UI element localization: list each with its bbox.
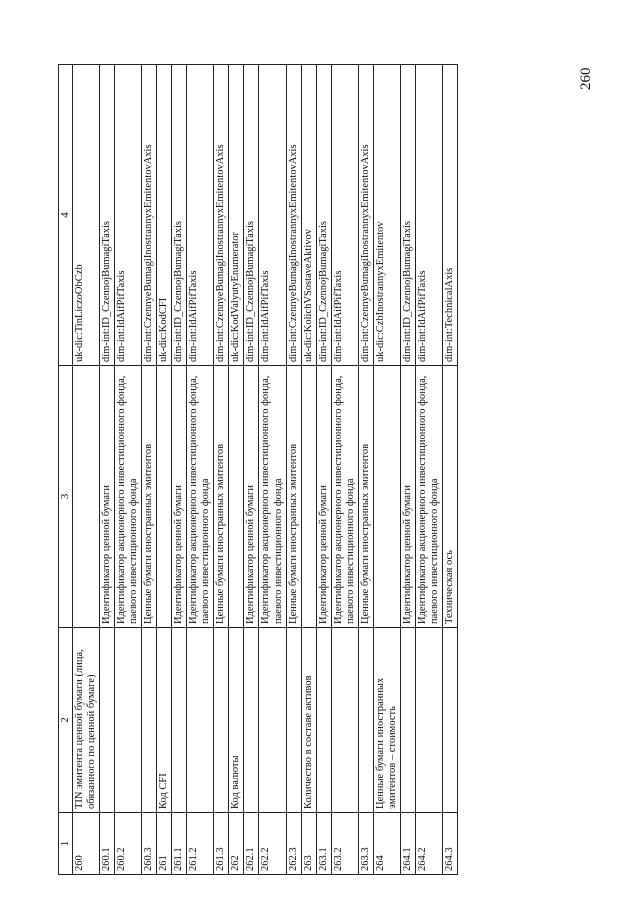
table-row <box>187 65 214 875</box>
table-row <box>99 65 114 875</box>
cell-name <box>172 628 187 813</box>
cell-code: dim-int:ID_CzennojBumagiTaxis <box>401 65 416 366</box>
cell-n: 262.1 <box>244 813 259 875</box>
cell-code: uk-dic:CzbInostrannyxEmitentov <box>373 65 400 366</box>
cell-dim <box>229 366 244 628</box>
cell-n: 260 <box>72 813 99 875</box>
table-row <box>72 65 99 875</box>
cell-n: 264 <box>373 813 400 875</box>
cell-n: 261.1 <box>172 813 187 875</box>
cell-dim: Идентификатор акционерного инвестиционного фонда, паевого инвестиционного фонда <box>259 366 286 628</box>
cell-code: uk-dic:KolichVSostaveAktivov <box>301 65 316 366</box>
cell-name <box>401 628 416 813</box>
cell-code: dim-int:ID_CzennojBumagiTaxis <box>99 65 114 366</box>
table-row <box>443 65 458 875</box>
data-table <box>58 64 458 875</box>
table-row <box>286 65 301 875</box>
cell-n: 260.3 <box>141 813 156 875</box>
cell-dim <box>301 366 316 628</box>
cell-name <box>114 628 141 813</box>
cell-n: 262.3 <box>286 813 301 875</box>
table-row <box>373 65 400 875</box>
cell-dim: Идентификатор акционерного инвестиционного фонда, паевого инвестиционного фонда <box>187 366 214 628</box>
header-row <box>59 65 73 875</box>
cell-n: 262.2 <box>259 813 286 875</box>
header-cell: 2 <box>59 628 73 813</box>
cell-n: 260.1 <box>99 813 114 875</box>
cell-n: 262 <box>229 813 244 875</box>
cell-name <box>286 628 301 813</box>
cell-name: Количество в составе активов <box>301 628 316 813</box>
cell-dim <box>72 366 99 628</box>
cell-name <box>214 628 229 813</box>
cell-code: dim-int:CzennyeBumagiInostrannyxEmitentovAxis <box>358 65 373 366</box>
cell-n: 263.1 <box>316 813 331 875</box>
cell-name: Ценные бумаги иностранных эмитентов – стоимость <box>373 628 400 813</box>
table-row <box>141 65 156 875</box>
cell-n: 261 <box>157 813 172 875</box>
cell-n: 264.2 <box>416 813 443 875</box>
cell-code: uk-dic:KodValyutyEnumerator <box>229 65 244 366</box>
table-row <box>114 65 141 875</box>
cell-name <box>358 628 373 813</box>
cell-code: dim-int:ID_CzennojBumagiTaxis <box>244 65 259 366</box>
cell-name <box>331 628 358 813</box>
cell-n: 264.1 <box>401 813 416 875</box>
cell-n: 261.2 <box>187 813 214 875</box>
cell-dim: Идентификатор акционерного инвестиционного фонда, паевого инвестиционного фонда <box>416 366 443 628</box>
table-row <box>259 65 286 875</box>
cell-code: dim-int:IdAifPifTaxis <box>187 65 214 366</box>
cell-name <box>416 628 443 813</box>
cell-dim: Идентификатор акционерного инвестиционного фонда, паевого инвестиционного фонда <box>114 366 141 628</box>
cell-code: dim-int:IdAifPifTaxis <box>416 65 443 366</box>
table-row <box>316 65 331 875</box>
table-row <box>214 65 229 875</box>
cell-n: 263 <box>301 813 316 875</box>
cell-dim: Идентификатор ценной бумаги <box>316 366 331 628</box>
cell-name <box>99 628 114 813</box>
cell-code: uk-dic:KodCFI <box>157 65 172 366</box>
cell-dim: Ценные бумаги иностранных эмитентов <box>358 366 373 628</box>
cell-dim: Идентификатор акционерного инвестиционного фонда, паевого инвестиционного фонда <box>331 366 358 628</box>
cell-dim <box>157 366 172 628</box>
table-row <box>172 65 187 875</box>
page-number: 260 <box>578 67 594 90</box>
cell-n: 261.3 <box>214 813 229 875</box>
cell-name <box>244 628 259 813</box>
cell-code: dim-int:CzennyeBumagiInostrannyxEmitentovAxis <box>141 65 156 366</box>
cell-dim: Техническая ось <box>443 366 458 628</box>
cell-dim: Идентификатор ценной бумаги <box>401 366 416 628</box>
cell-code: dim-int:CzennyeBumagiInostrannyxEmitentovAxis <box>214 65 229 366</box>
cell-code: dim-int:IdAifPifTaxis <box>259 65 286 366</box>
cell-dim: Ценные бумаги иностранных эмитентов <box>286 366 301 628</box>
cell-n: 260.2 <box>114 813 141 875</box>
cell-dim: Идентификатор ценной бумаги <box>99 366 114 628</box>
cell-n: 263.3 <box>358 813 373 875</box>
cell-dim <box>373 366 400 628</box>
table-row <box>358 65 373 875</box>
cell-code: dim-int:TechnicalAxis <box>443 65 458 366</box>
table-row <box>401 65 416 875</box>
table-row <box>229 65 244 875</box>
cell-name: TIN эмитента ценной бумаги (лица, обязанного по ценной бумаге) <box>72 628 99 813</box>
cell-dim: Идентификатор ценной бумаги <box>244 366 259 628</box>
cell-name <box>141 628 156 813</box>
header-cell: 4 <box>59 65 73 366</box>
cell-code: dim-int:CzennyeBumagiInostrannyxEmitentovAxis <box>286 65 301 366</box>
cell-name <box>316 628 331 813</box>
cell-name: Код CFI <box>157 628 172 813</box>
cell-dim: Ценные бумаги иностранных эмитентов <box>141 366 156 628</box>
cell-code: uk-dic:TinLiczoObCzb <box>72 65 99 366</box>
cell-code: dim-int:ID_CzennojBumagiTaxis <box>172 65 187 366</box>
rotated-page <box>58 65 576 875</box>
header-cell: 3 <box>59 366 73 628</box>
cell-code: dim-int:IdAifPifTaxis <box>114 65 141 366</box>
cell-name <box>443 628 458 813</box>
table-row <box>301 65 316 875</box>
cell-name <box>187 628 214 813</box>
cell-name: Код валюты <box>229 628 244 813</box>
header-cell: 1 <box>59 813 73 875</box>
table-row <box>157 65 172 875</box>
cell-code: dim-int:IdAifPifTaxis <box>331 65 358 366</box>
cell-dim: Ценные бумаги иностранных эмитентов <box>214 366 229 628</box>
cell-name <box>259 628 286 813</box>
cell-code: dim-int:ID_CzennojBumagiTaxis <box>316 65 331 366</box>
table-row <box>244 65 259 875</box>
table-row <box>416 65 443 875</box>
cell-n: 263.2 <box>331 813 358 875</box>
cell-dim: Идентификатор ценной бумаги <box>172 366 187 628</box>
cell-n: 264.3 <box>443 813 458 875</box>
table-row <box>331 65 358 875</box>
table-body <box>72 65 458 875</box>
